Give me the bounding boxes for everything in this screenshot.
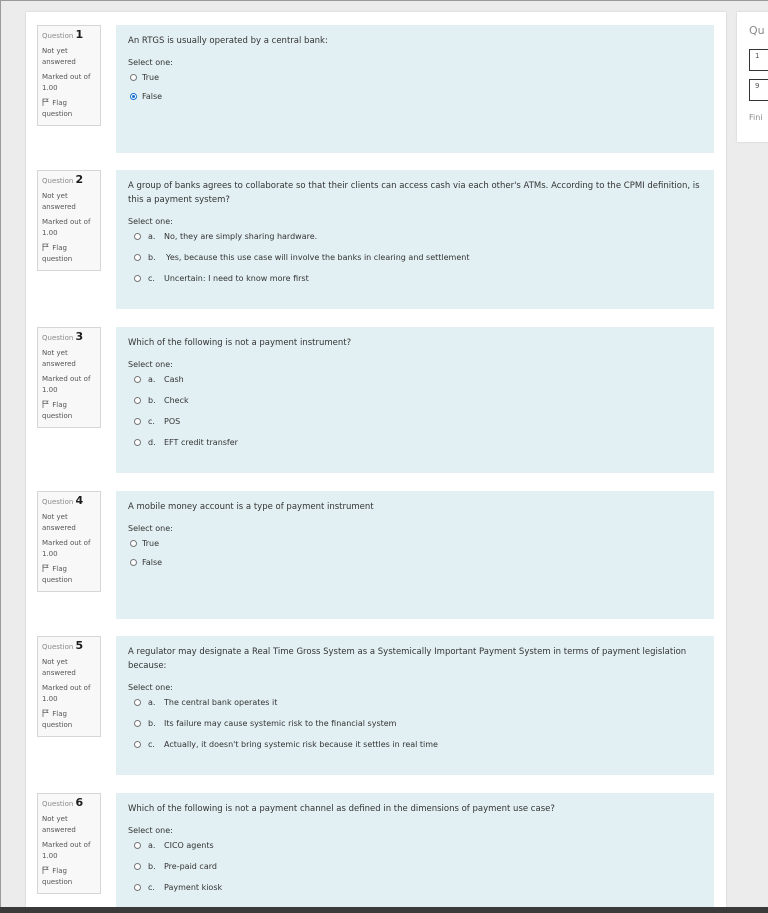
question-info [37, 327, 101, 428]
question-number: Question 6 [42, 796, 84, 809]
select-one-prompt: Select one: [128, 683, 173, 692]
question-grade: Marked out of 1.00 [42, 375, 91, 394]
question-grade: Marked out of 1.00 [42, 684, 91, 703]
answer-options [128, 230, 702, 293]
option-b[interactable]: b. Its failure may cause systemic risk to the financial system [128, 717, 702, 738]
flag-icon [42, 400, 50, 408]
radio-button-selected[interactable] [130, 93, 137, 100]
radio-button[interactable] [134, 397, 141, 404]
question-content [116, 327, 714, 473]
option-a[interactable]: a. Cash [128, 373, 702, 394]
question-content [116, 170, 714, 309]
question-number-value: 5 [75, 639, 84, 652]
option-a[interactable]: a. CICO agents [128, 839, 702, 860]
question-4 [26, 478, 726, 623]
option-b[interactable]: b. Check [128, 394, 702, 415]
answer-options [128, 537, 702, 575]
radio-button[interactable] [134, 439, 141, 446]
answer-options [128, 373, 702, 457]
question-info [37, 636, 101, 737]
radio-button[interactable] [134, 884, 141, 891]
question-text: A regulator may designate a Real Time Gross System as a Systemically Important Payment System in terms of payment legislation because: [128, 647, 687, 671]
question-grade: Marked out of 1.00 [42, 539, 91, 558]
radio-button[interactable] [134, 376, 141, 383]
question-number: Question 5 [42, 639, 84, 652]
option-b[interactable]: b. Pre-paid card [128, 860, 702, 881]
question-content [116, 491, 714, 619]
select-one-prompt: Select one: [128, 217, 173, 226]
radio-button[interactable] [134, 842, 141, 849]
question-state: Not yet answered [42, 513, 76, 532]
radio-button[interactable] [130, 559, 137, 566]
question-state: Not yet answered [42, 192, 76, 211]
option-a[interactable]: a. No, they are simply sharing hardware. [128, 230, 702, 251]
question-number-value: 2 [75, 173, 84, 186]
bottom-bar [0, 907, 768, 913]
answer-options [128, 839, 702, 902]
question-content [116, 25, 714, 153]
question-info [37, 491, 101, 592]
question-number-value: 1 [75, 28, 84, 41]
question-content [116, 636, 714, 775]
select-one-prompt: Select one: [128, 524, 173, 533]
question-3 [26, 314, 726, 474]
option-a[interactable]: a. The central bank operates it [128, 696, 702, 717]
quiz-navigation-title: Qu [749, 24, 765, 37]
option-c[interactable]: c. POS [128, 415, 702, 436]
radio-button[interactable] [134, 254, 141, 261]
question-text: A group of banks agrees to collaborate so that their clients can access cash via each other's ATMs. According to the CPMI definition, is this a payment system? [128, 181, 700, 205]
question-5 [26, 623, 726, 778]
flag-icon [42, 243, 50, 251]
question-state: Not yet answered [42, 349, 76, 368]
flag-question-link[interactable]: Flag question [42, 710, 73, 729]
question-number: Question 1 [42, 28, 84, 41]
radio-button[interactable] [130, 540, 137, 547]
quiz-navigation-panel [737, 12, 768, 142]
flag-question-link[interactable]: Flag question [42, 867, 73, 886]
question-number: Question 3 [42, 330, 84, 343]
radio-button[interactable] [134, 275, 141, 282]
option-c[interactable]: c. Actually, it doesn't bring systemic risk because it settles in real time [128, 738, 702, 759]
flag-question-link[interactable]: Flag question [42, 401, 73, 420]
nav-question-button[interactable]: 9 [749, 79, 768, 101]
question-grade: Marked out of 1.00 [42, 218, 91, 237]
option-d[interactable]: d. EFT credit transfer [128, 436, 702, 457]
radio-button[interactable] [134, 699, 141, 706]
option-true[interactable]: True [128, 537, 702, 556]
flag-question-link[interactable]: Flag question [42, 244, 73, 263]
question-number-value: 3 [75, 330, 84, 343]
question-text: Which of the following is not a payment channel as defined in the dimensions of payment use case? [128, 804, 555, 814]
answer-options [128, 71, 702, 109]
question-state: Not yet answered [42, 47, 76, 66]
option-false[interactable]: False [128, 90, 702, 109]
radio-button[interactable] [134, 418, 141, 425]
option-c[interactable]: c. Uncertain: I need to know more first [128, 272, 702, 293]
select-one-prompt: Select one: [128, 360, 173, 369]
question-info [37, 793, 101, 894]
option-c[interactable]: c. Payment kiosk [128, 881, 702, 902]
question-number: Question 4 [42, 494, 84, 507]
option-true[interactable]: True [128, 71, 702, 90]
question-info [37, 25, 101, 126]
select-one-prompt: Select one: [128, 58, 173, 67]
question-text: A mobile money account is a type of payment instrument [128, 502, 374, 512]
quiz-main-region [26, 12, 726, 907]
radio-button[interactable] [134, 233, 141, 240]
flag-icon [42, 98, 50, 106]
question-state: Not yet answered [42, 658, 76, 677]
radio-button[interactable] [134, 741, 141, 748]
question-1 [26, 12, 726, 162]
flag-icon [42, 866, 50, 874]
radio-button[interactable] [134, 863, 141, 870]
flag-icon [42, 564, 50, 572]
question-text: An RTGS is usually operated by a central bank: [128, 36, 328, 46]
flag-icon [42, 709, 50, 717]
question-number: Question 2 [42, 173, 84, 186]
question-6 [26, 780, 726, 907]
select-one-prompt: Select one: [128, 826, 173, 835]
question-text: Which of the following is not a payment instrument? [128, 338, 352, 348]
radio-button[interactable] [134, 720, 141, 727]
flag-question-link[interactable]: Flag question [42, 565, 73, 584]
finish-attempt-link[interactable]: Fini [749, 113, 763, 122]
question-info [37, 170, 101, 271]
option-false[interactable]: False [128, 556, 702, 575]
radio-button[interactable] [130, 74, 137, 81]
question-number-value: 4 [75, 494, 84, 507]
question-state: Not yet answered [42, 815, 76, 834]
question-grade: Marked out of 1.00 [42, 73, 91, 92]
nav-question-button[interactable]: 1 [749, 49, 768, 71]
question-number-value: 6 [75, 796, 84, 809]
flag-question-link[interactable]: Flag question [42, 99, 73, 118]
question-2 [26, 157, 726, 312]
question-grade: Marked out of 1.00 [42, 841, 91, 860]
option-b[interactable]: b. Yes, because this use case will involve the banks in clearing and settlement [128, 251, 702, 272]
answer-options [128, 696, 702, 759]
question-content [116, 793, 714, 907]
